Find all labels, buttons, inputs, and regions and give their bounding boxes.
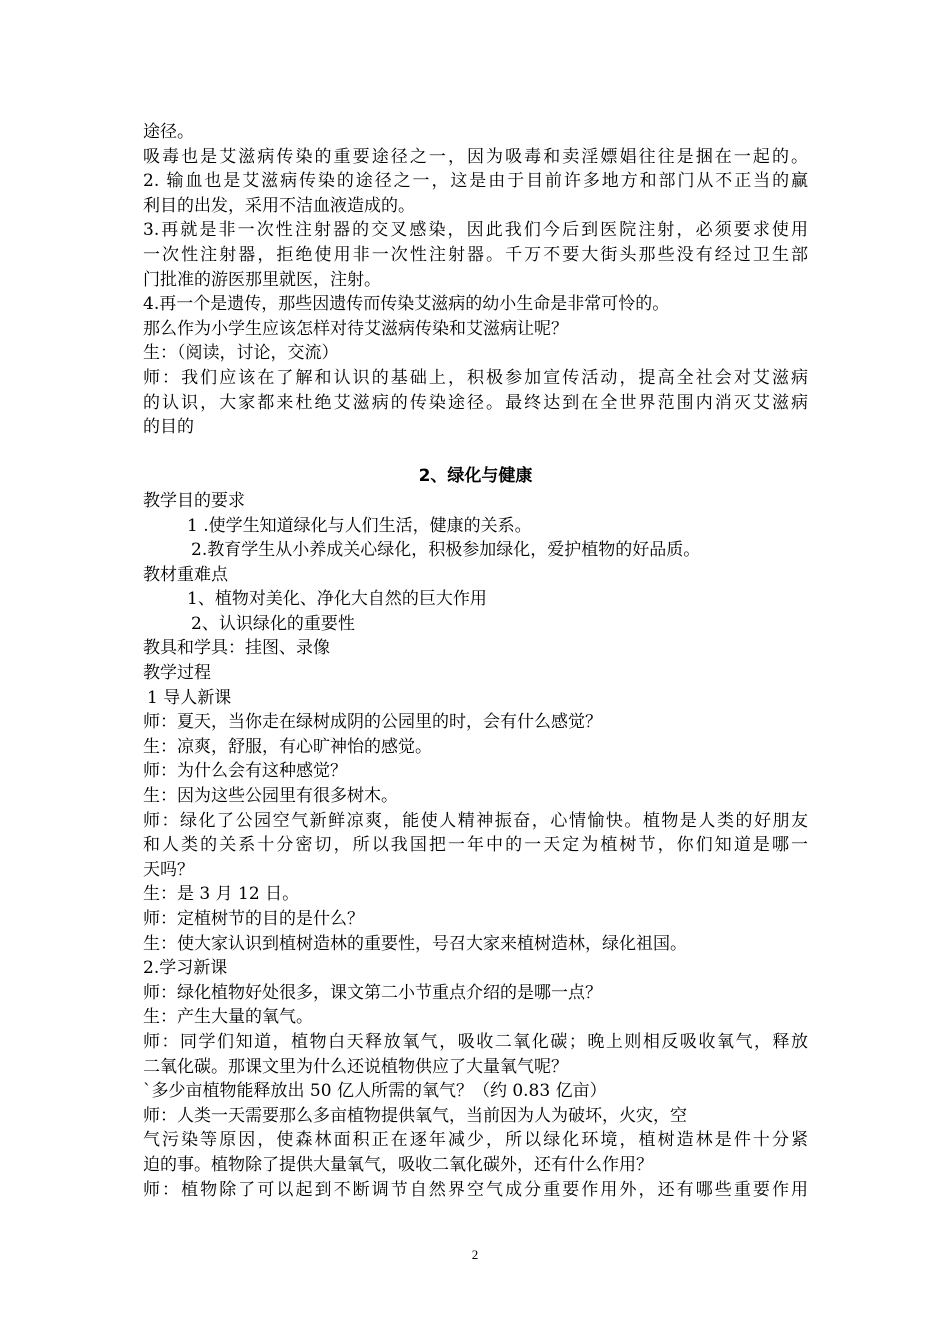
text-line: 师：植物除了可以起到不断调节自然界空气成分重要作用外，还有哪些重要作用 [143,1179,808,1200]
text-line: 2. 输血也是艾滋病传染的途径之一，这是由于目前许多地方和部门从不正当的赢 [143,171,808,192]
text-line: 师：绿化植物好处很多，课文第二小节重点介绍的是哪一点？ [143,982,602,1003]
text-line: 教学目的要求 [143,490,245,511]
blank-line [143,440,808,465]
text-line: 4.再一个是遗传，那些因遗传而传染艾滋病的幼小生命是非常可怜的。 [143,294,670,315]
text-line: 2.教育学生从小养成关心绿化，积极参加绿化，爱护植物的好品质。 [191,540,701,561]
text-line: 的目的 [143,417,194,438]
text-line: 教学过程 [143,663,211,684]
text-line: 生：使大家认识到植树造林的重要性，号召大家来植树造林，绿化祖国。 [143,933,687,954]
text-line: 生：是 3 月 12 日。 [143,884,300,905]
text-line: 师：绿化了公园空气新鲜凉爽，能使人精神振奋，心情愉快。植物是人类的好朋友 [143,810,808,831]
text-line: 师：同学们知道，植物白天释放氧气，吸收二氧化碳；晚上则相反吸收氧气，释放 [143,1031,808,1052]
text-line: 吸毒也是艾滋病传染的重要途径之一，因为吸毒和卖淫嫖娼往往是捆在一起的。 [143,146,808,167]
text-line: 二氧化碳。那课文里为什么还说植物供应了大量氧气呢？ [143,1056,568,1077]
text-line: `多少亩植物能释放出 50 亿人所需的氧气？（约 0.83 亿亩） [143,1081,607,1102]
text-line: 和人类的关系十分密切，所以我国把一年中的一天定为植树节，你们知道是哪一 [143,835,808,856]
text-line: 师：我们应该在了解和认识的基础上，积极参加宣传活动，提高全社会对艾滋病 [143,367,808,388]
text-line: 的认识，大家都来杜绝艾滋病的传染途径。最终达到在全世界范围内消灭艾滋病 [143,392,808,413]
section-title: 2、绿化与健康 [418,466,533,487]
page-number: 2 [471,1247,479,1262]
text-line: 师：人类一天需要那么多亩植物提供氧气，当前因为人为破坏，火灾，空 [143,1105,687,1126]
text-line: 2、认识绿化的重要性 [191,613,355,634]
text-line: 生：因为这些公园里有很多树木。 [143,786,398,807]
text-line: 1、植物对美化、净化大自然的巨大作用 [187,589,487,610]
text-line: 1 .使学生知道绿化与人们生活，健康的关系。 [187,515,532,536]
text-line: 生：（阅读，讨论，交流） [143,343,339,364]
text-line: 师：定植树节的目的是什么？ [143,909,364,929]
text-line: 气污染等原因，使森林面积正在逐年减少，所以绿化环境，植树造林是件十分紧 [143,1130,808,1151]
text-line: 师：夏天，当你走在绿树成阴的公园里的时，会有什么感觉？ [143,712,602,733]
document-body [143,120,808,1202]
text-line: 门批准的游医那里就医，注射。 [143,269,381,290]
text-line: 生：凉爽，舒服，有心旷神怡的感觉。 [143,736,432,757]
text-line: 途径。 [143,122,194,142]
text-line: 3.再就是非一次性注射器的交叉感染，因此我们今后到医院注射，必须要求使用 [143,220,808,241]
text-line: 天吗？ [143,859,194,880]
text-line: 那么作为小学生应该怎样对待艾滋病传染和艾滋病让呢？ [143,318,568,339]
text-line: 生：产生大量的氧气。 [143,1007,313,1028]
text-line: 2.学习新课 [143,958,228,979]
text-line: 1 导人新课 [147,687,232,708]
text-line: 师：为什么会有这种感觉？ [143,761,347,782]
text-line: 迫的事。植物除了提供大量氧气，吸收二氧化碳外，还有什么作用？ [143,1154,653,1175]
text-line: 教具和学具：挂图、录像 [143,638,330,659]
text-line: 利目的出发，采用不洁血液造成的。 [143,195,415,216]
text-line: 教材重难点 [143,564,228,585]
text-line: 一次性注射器，拒绝使用非一次性注射器。千万不要大街头那些没有经过卫生部 [143,244,808,265]
